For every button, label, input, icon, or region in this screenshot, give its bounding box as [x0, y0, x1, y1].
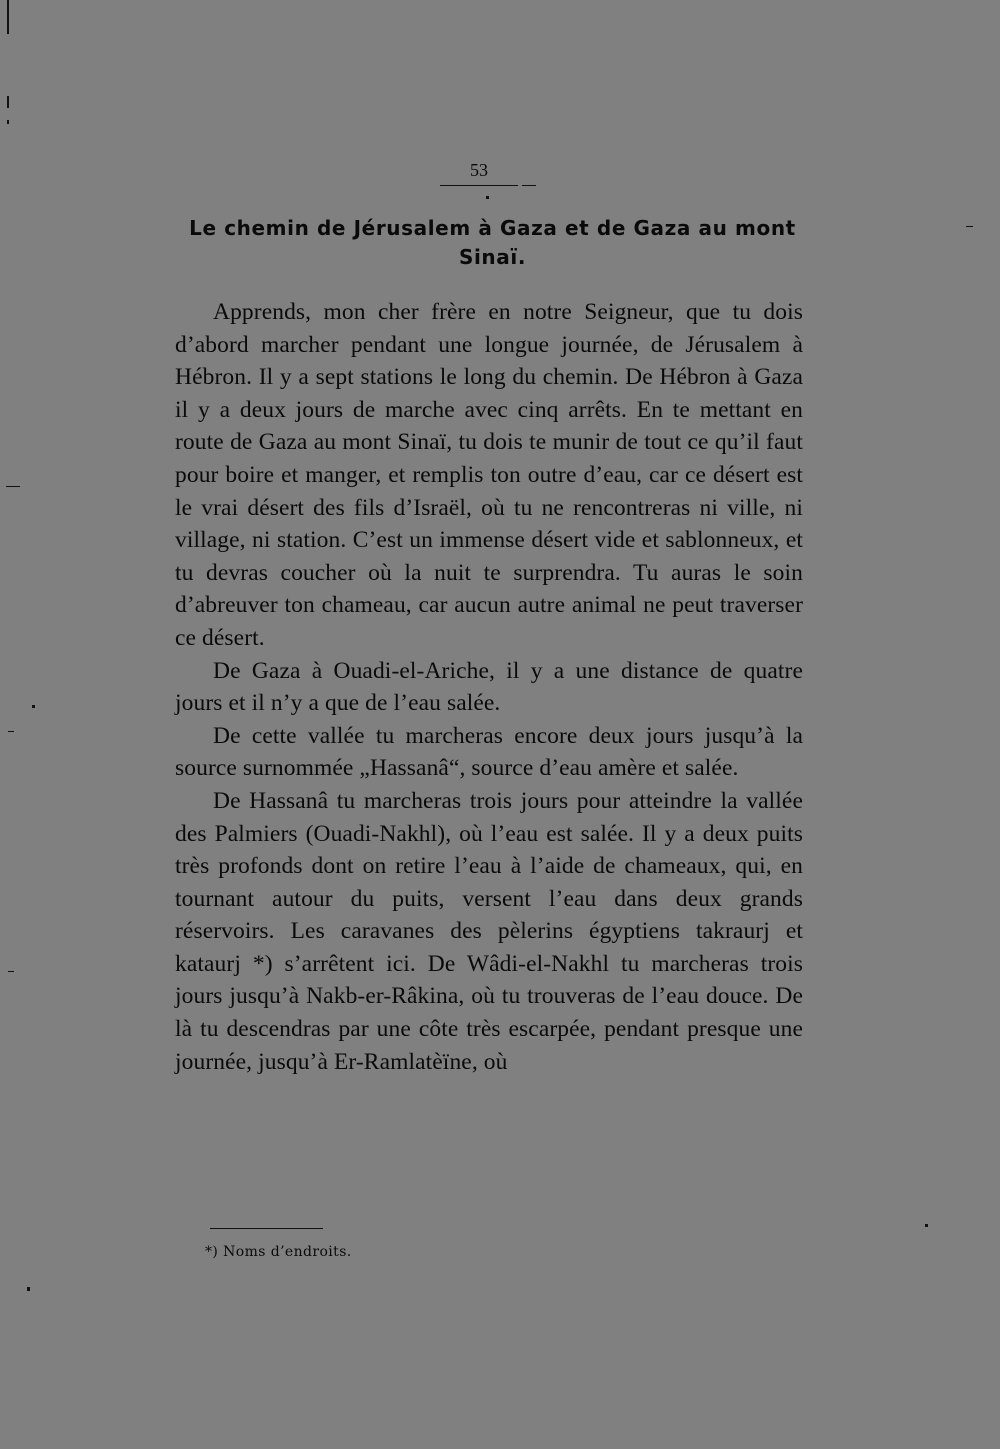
paragraph: De Hassanâ tu marcheras trois jours pour atteindre la vallée des Palmiers (Ouadi-Nakhl), où l’eau est salée. Il y a deux puits très profonds dont on retire l’eau à l’aide de chameaux, qui, en tournant autour du puits, versent l’eau dans deux grands réservoirs. Les caravanes des pèlerins égyptiens takraurj et kataurj *) s’arrêtent ici. De Wâdi-el-Nakhl tu marcheras trois jours jusqu’à Nakb-er-Râkina, où tu trouveras de l’eau douce. De là tu descendras par une côte très escarpée, pendant presque une journée, jusqu’à Er-Ramlatèïne, où: [175, 787, 803, 1075]
page-number: 53: [470, 160, 488, 180]
header-rule-tail: [522, 185, 536, 186]
chapter-title: Le chemin de Jérusalem à Gaza et de Gaza au mont Sinaï.: [189, 216, 796, 269]
paragraph: De Gaza à Ouadi-el-Ariche, il y a une distance de quatre jours et il n’y a que de l’eau salée.: [175, 657, 803, 717]
footnote: *) Noms d’endroits.: [205, 1244, 352, 1260]
scan-mark: [925, 1224, 928, 1227]
scan-mark: [7, 120, 9, 124]
paragraph: Apprends, mon cher frère en notre Seigneur, que tu dois d’abord marcher pendant une longue journée, de Jérusalem à Hébron. Il y a sept stations le long du chemin. De Hébron à Gaza il y a deux jours de marche avec cinq arrêts. En te mettant en route de Gaza au mont Sinaï, tu dois te munir de tout ce qu’il faut pour boire et manger, et remplis ton outre d’eau, car ce désert est le vrai désert des fils d’Israël, où tu ne rencontreras ni ville, ni village, ni station. C’est un immense désert vide et sablonneux, et tu devras coucher où la nuit te surprendra. Tu auras le soin d’abreuver ton chameau, car aucun autre animal ne peut traverser ce désert.: [175, 299, 803, 651]
scan-mark: [6, 486, 20, 487]
footnote-rule: [210, 1228, 323, 1229]
scan-mark: [8, 731, 14, 732]
header-rule: [440, 185, 518, 186]
scan-mark: [27, 1287, 30, 1291]
scan-mark: [8, 971, 14, 972]
scan-mark: [966, 226, 973, 227]
scan-mark: [32, 705, 35, 708]
scan-mark: [7, 0, 9, 34]
scan-mark: [486, 196, 489, 199]
body-text: [175, 296, 803, 1078]
scan-mark: [7, 96, 9, 108]
paragraph: De cette vallée tu marcheras encore deux jours jusqu’à la source surnommée „Hassanâ“, source d’eau amère et salée.: [175, 722, 803, 782]
